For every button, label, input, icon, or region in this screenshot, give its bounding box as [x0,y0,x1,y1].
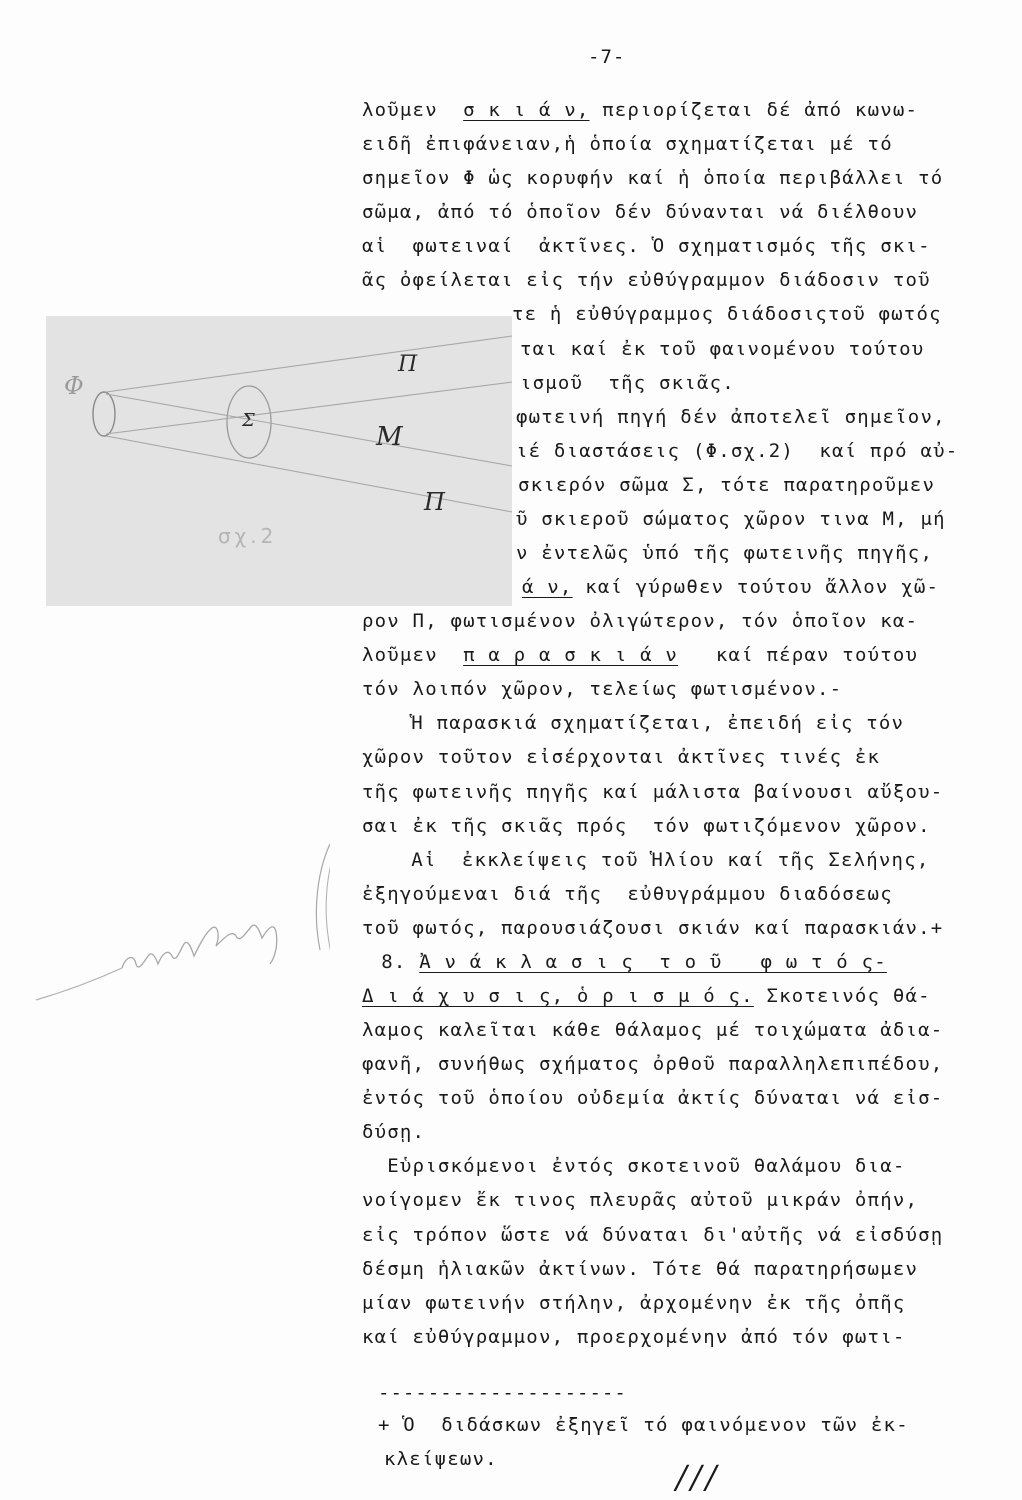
section-heading-8: 8. Ἀ ν ά κ λ α σ ι ς τ ο ῦ φ ω τ ό ς- [356,951,887,973]
text-line-12: σκιερόν σῶμα Σ, τότε παρατηροῦμεν [518,474,936,496]
text-line-21: τῆς φωτεινῆς πηγῆς καί μάλιστα βαίνουσι αὔξου- [362,781,944,803]
text-line-1: λοῦμεν σ κ ι ά ν, περιορίζεται δέ ἀπό κωνω- [362,99,919,121]
text-line-15: ά ν, καί γύρωθεν τούτου ἄλλον χῶ- [522,576,940,598]
text-line-23: Αἱ ἐκκλείψεις τοῦ Ἡλίου καί τῆς Σελήνης, [386,849,930,871]
label-umbra: Μ [376,422,403,452]
text-line-5: αἱ φωτειναί ἀκτῖνες. Ὁ σχηματισμός τῆς σκι- [362,235,931,257]
footnote-rule: -------------------- [378,1382,627,1404]
emphasis-paraskian: π α ρ α σ κ ι ά ν [463,644,678,666]
label-penumbra-bottom: Π [424,488,445,516]
text-line-29: φανῆ, συνήθως σχήματος ὀρθοῦ παραλληλεπιπέδου, [362,1053,944,1075]
heading-diachysis: Δ ι ά χ υ σ ι ς, ὁ ρ ι σ μ ό ς. [362,985,754,1007]
text-line-19: Ἡ παρασκιά σχηματίζεται, ἐπειδή εἰς τόν [386,712,905,734]
text-line-35: δέσμη ἡλιακῶν ἀκτίνων. Τότε θά παρατηρήσωμεν [362,1258,919,1280]
figure-shadow-diagram [46,316,512,606]
text-line-18: τόν λοιπόν χῶρον, τελείως φωτισμένον.- [362,678,843,700]
label-light-source: Φ [64,372,84,400]
text-line-8: ται καί ἐκ τοῦ φαινομένου τούτου [520,338,925,360]
text-line-4: σῶμα, ἀπό τό ὁποῖον δέν δύνανται νά διέλθουν [362,201,919,223]
emphasis-skian-2: ά ν, [522,576,573,598]
text-line-36: μίαν φωτεινήν στήλην, ἀρχομένην ἐκ τῆς ὀπῆς [362,1292,906,1314]
text-line-25: τοῦ φωτός, παρουσιάζουσι σκιάν καί παρασκιάν.+ [362,917,944,939]
text-line-3: σημεῖον Φ ὡς κορυφήν καί ἡ ὁποία περιβάλλει τό [362,167,944,189]
text-line-14: ν ἐντελῶς ὑπό τῆς φωτεινῆς πηγῆς, [516,542,934,564]
page-number: -7- [588,46,626,68]
emphasis-skian: σ κ ι ά ν, [463,99,590,121]
text-line-17: λοῦμεν π α ρ α σ κ ι ά ν καί πέραν τούτου [362,644,919,666]
text-line-20: χῶρον τοῦτον εἰσέρχονται ἀκτῖνες τινές ἐκ [362,746,881,768]
figure-drawing [46,316,512,606]
text-line-2: ειδῆ ἐπιφάνειαν,ἡ ὁποία σχηματίζεται μέ τό [362,133,893,155]
footnote-line-2: κλείψεων. [384,1448,498,1470]
label-penumbra-top: Π [398,352,418,377]
end-mark: /// [676,1458,721,1496]
heading-anaklasis: Ἀ ν ά κ λ α σ ι ς τ ο ῦ φ ω τ ό ς- [419,951,887,973]
figure-caption: σχ.2 [218,524,278,548]
text-line-27: Δ ι ά χ υ σ ι ς, ὁ ρ ι σ μ ό ς. Σκοτεινός θά- [362,985,931,1007]
text-line-6: ᾶς ὀφείλεται εἰς τήν εὐθύγραμμον διάδοσιν τοῦ [362,269,931,291]
text-line-22: σαι ἐκ τῆς σκιᾶς πρός τόν φωτιζόμενον χῶρον. [362,815,931,837]
label-body: Σ [242,410,255,431]
text-line-34: εἰς τρόπον ὥστε νά δύναται δι'αὐτῆς νά εἰσδύσῃ [362,1224,944,1246]
text-line-30: ἐντός τοῦ ὁποίου οὐδεμία ἀκτίς δύναται νά εἰσ- [362,1087,944,1109]
text-line-31: δύσῃ. [362,1121,426,1143]
text-line-10: φωτεινή πηγή δέν ἀποτελεῖ σημεῖον, [516,406,946,428]
text-line-32: Εὑρισκόμενοι ἐντός σκοτεινοῦ θαλάμου δια- [362,1155,906,1177]
text-line-16: ρον Π, φωτισμένον ὀλιγώτερον, τόν ὁποῖον κα- [362,610,919,632]
text-line-37: καί εὐθύγραμμον, προερχομένην ἀπό τόν φωτι- [362,1326,906,1348]
text-line-11: ιέ διαστάσεις (Φ.σχ.2) καί πρό αὐ- [516,440,959,462]
text-line-7: τε ἡ εὐθύγραμμος διάδοσιςτοῦ φωτός [512,303,942,325]
footnote-line-1: + Ὁ διδάσκων ἐξηγεῖ τό φαινόμενον τῶν ἐκ- [378,1414,909,1436]
text-line-33: νοίγομεν ἔκ τινος πλευρᾶς αὐτοῦ μικράν ὀπήν, [362,1189,919,1211]
text-line-9: ισμοῦ τῆς σκιᾶς. [520,372,735,394]
text-line-28: λαμος καλεῖται κάθε θάλαμος μέ τοιχώματα ἀδια- [362,1019,944,1041]
text-line-13: ῦ σκιεροῦ σώματος χῶρον τινα Μ, μή [516,508,946,530]
handwritten-signature [30,840,330,1030]
text-line-24: ἐξηγούμεναι διά τῆς εὐθυγράμμου διαδόσεως [362,883,893,905]
